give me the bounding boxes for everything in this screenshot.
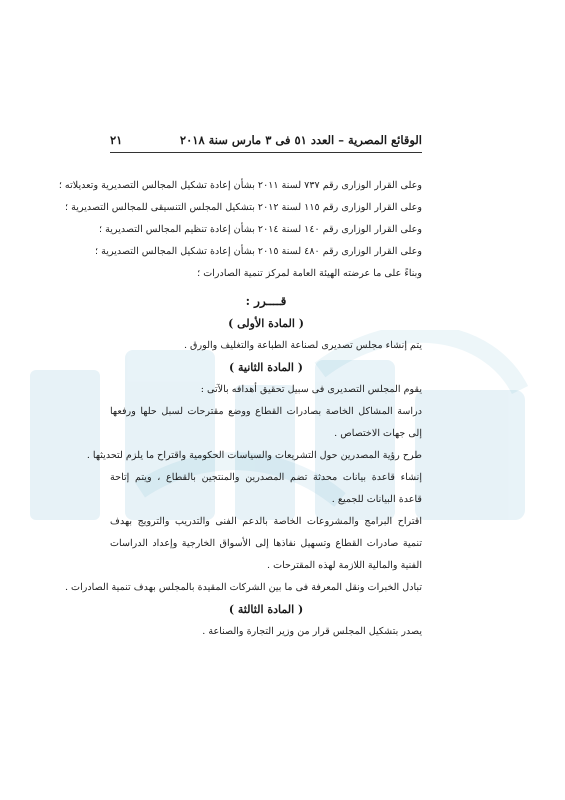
article-3-heading: ( المادة الثالثة ) [228, 603, 304, 616]
article-2-heading: ( المادة الثانية ) [228, 361, 304, 374]
preamble-line: وعلى القرار الوزارى رقم ١١٥ لسنة ٢٠١٢ بتشكيل المجلس التنسيقى للمجالس التصديرية ؛ [65, 202, 422, 213]
article-2-item: طرح رؤية المصدرين حول التشريعات والسياسات الحكومية واقتراح ما يلزم لتحديثها . [86, 450, 422, 461]
preamble-line: وعلى القرار الوزارى رقم ٧٣٧ لسنة ٢٠١١ بشأن إعادة تشكيل المجالس التصديرية وتعديلاته ؛ [58, 180, 422, 191]
preamble-line: وعلى القرار الوزارى رقم ٤٨٠ لسنة ٢٠١٥ بشأن إعادة تشكيل المجالس التصديرية ؛ [95, 246, 422, 257]
header-title: الوقائع المصرية – العدد ٥١ فى ٣ مارس سنة ٢٠١٨ [179, 133, 422, 147]
article-2-item: دراسة المشاكل الخاصة بصادرات القطاع ووضع مقترحات لسبل حلها ورفعها إلى جهات الاختصاص . [110, 406, 422, 439]
preamble [58, 175, 422, 285]
article-1-heading: ( المادة الأولى ) [228, 317, 304, 330]
article-3-text: يصدر بتشكيل المجلس قرار من وزير التجارة والصناعة . [202, 626, 422, 637]
article-2-item: إنشاء قاعدة بيانات محدثة تضم المصدرين والمنتجين بالقطاع ، ويتم إتاحة قاعدة البيانات للجميع . [110, 472, 422, 505]
article-2-item: تبادل الخبرات ونقل المعرفة فى ما بين الشركات المقيدة بالمجلس بهدف تنمية الصادرات . [64, 582, 422, 593]
article-1-text: يتم إنشاء مجلس تصديرى لصناعة الطباعة والتغليف والورق . [183, 340, 422, 351]
preamble-line: وعلى القرار الوزارى رقم ١٤٠ لسنة ٢٠١٤ بشأن إعادة تنظيم المجالس التصديرية ؛ [99, 224, 422, 235]
decree-heading: قــــرر : [245, 294, 287, 308]
article-2-item: اقتراح البرامج والمشروعات الخاصة بالدعم الفنى والتدريب والترويج بهدف تنمية صادرات القطاع وتسهيل نفاذها إلى الأسواق الخارجية وإعداد الدراسات الفنية والمالية اللازمة لهذه المقترحات . [110, 516, 422, 571]
page-header [110, 133, 422, 153]
article-2-intro: يقوم المجلس التصديرى فى سبيل تحقيق أهدافه بالآتى : [200, 384, 422, 395]
page-number: ٢١ [110, 133, 123, 147]
preamble-line: وبناءً على ما عرضته الهيئة العامة لمركز تنمية الصادرات ؛ [197, 268, 422, 279]
document-page [58, 133, 422, 643]
